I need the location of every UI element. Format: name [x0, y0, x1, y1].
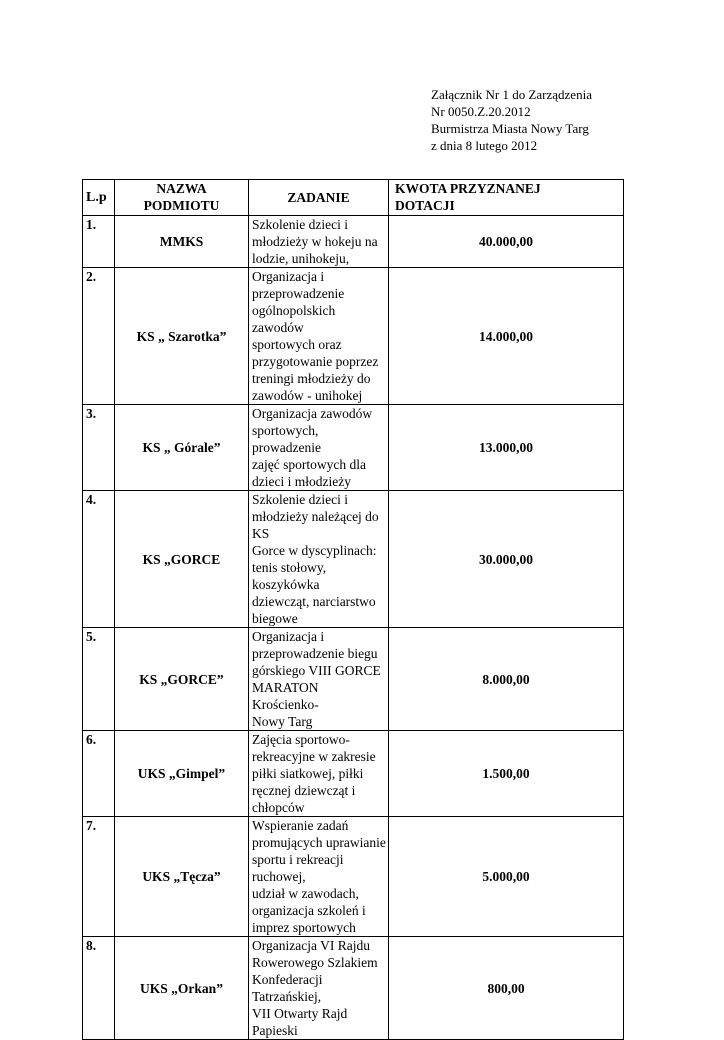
- task-line: Gorce w dyscyplinach:: [252, 543, 377, 558]
- task-line: górskiego VIII GORCE: [252, 663, 381, 678]
- task-line: zawodów - unihokej: [252, 388, 363, 403]
- grants-table: [82, 179, 624, 1040]
- task-description: [249, 491, 389, 628]
- table-header-row: [83, 180, 624, 216]
- table-row: [83, 731, 624, 817]
- grant-amount: 30.000,00: [389, 491, 624, 628]
- table-row: [83, 268, 624, 405]
- task-line: lodzie, unihokeju,: [252, 251, 350, 266]
- task-line: sportu i rekreacji ruchowej,: [252, 852, 344, 884]
- task-line: młodzieży należącej do KS: [252, 509, 379, 541]
- row-number: 6.: [83, 731, 115, 817]
- task-line: przygotowanie poprzez: [252, 354, 379, 369]
- table-row: [83, 817, 624, 937]
- table-row: [83, 937, 624, 1040]
- task-line: biegowe: [252, 611, 298, 626]
- entity-name: UKS „Gimpel”: [115, 731, 249, 817]
- grant-amount: 13.000,00: [389, 405, 624, 491]
- task-line: Nowy Targ: [252, 714, 313, 729]
- task-description: [249, 216, 389, 268]
- row-number: 3.: [83, 405, 115, 491]
- entity-name: MMKS: [115, 216, 249, 268]
- task-description: [249, 268, 389, 405]
- table-row: [83, 405, 624, 491]
- grant-amount: 1.500,00: [389, 731, 624, 817]
- task-line: promujących uprawianie: [252, 835, 386, 850]
- task-line: Organizacja i: [252, 269, 325, 284]
- row-number: 4.: [83, 491, 115, 628]
- grant-amount: 5.000,00: [389, 817, 624, 937]
- row-number: 7.: [83, 817, 115, 937]
- task-line: piłki siatkowej, piłki: [252, 766, 364, 781]
- task-line: Rowerowego Szlakiem: [252, 955, 378, 970]
- entity-name: KS „ Górale”: [115, 405, 249, 491]
- task-description: [249, 405, 389, 491]
- task-line: MARATON Krościenko-: [252, 680, 319, 712]
- task-line: Organizacja VI Rajdu: [252, 938, 370, 953]
- task-line: rekreacyjne w zakresie: [252, 749, 376, 764]
- table-row: [83, 216, 624, 268]
- header-line-3: Burmistrza Miasta Nowy Targ: [431, 121, 589, 136]
- header-name-line2: PODMIOTU: [143, 198, 220, 213]
- header-amount-line2: DOTACJI: [395, 198, 455, 213]
- task-line: dzieci i młodzieży: [252, 474, 351, 489]
- task-line: Organizacja zawodów: [252, 406, 373, 421]
- table-row: [83, 628, 624, 731]
- task-line: chłopców: [252, 800, 305, 815]
- table-row: [83, 491, 624, 628]
- row-number: 2.: [83, 268, 115, 405]
- entity-name: KS „ Szarotka”: [115, 268, 249, 405]
- attachment-header: [431, 86, 711, 154]
- header-line-4: z dnia 8 lutego 2012: [431, 138, 538, 153]
- task-line: ręcznej dziewcząt i: [252, 783, 356, 798]
- task-line: przeprowadzenie: [252, 286, 345, 301]
- task-line: przeprowadzenie biegu: [252, 646, 378, 661]
- header-amount: [389, 180, 624, 216]
- task-line: Organizacja i: [252, 629, 325, 644]
- task-line: VII Otwarty Rajd Papieski: [252, 1006, 348, 1038]
- task-line: ogólnopolskich zawodów: [252, 303, 336, 335]
- entity-name: UKS „Orkan”: [115, 937, 249, 1040]
- row-number: 1.: [83, 216, 115, 268]
- header-line-2: Nr 0050.Z.20.2012: [431, 104, 531, 119]
- header-amount-line1: KWOTA PRZYZNANEJ: [395, 181, 541, 196]
- entity-name: KS „GORCE”: [115, 628, 249, 731]
- task-line: młodzieży w hokeju na: [252, 234, 378, 249]
- grant-amount: 40.000,00: [389, 216, 624, 268]
- task-line: sportowych oraz: [252, 337, 342, 352]
- header-line-1: Załącznik Nr 1 do Zarządzenia: [431, 87, 592, 102]
- header-task: ZADANIE: [249, 180, 389, 216]
- task-line: Wspieranie zadań: [252, 818, 349, 833]
- task-line: imprez sportowych: [252, 920, 356, 935]
- entity-name: UKS „Tęcza”: [115, 817, 249, 937]
- task-line: Konfederacji Tatrzańskiej,: [252, 972, 323, 1004]
- grant-amount: 8.000,00: [389, 628, 624, 731]
- task-line: organizacja szkoleń i: [252, 903, 366, 918]
- task-line: Zajęcia sportowo-: [252, 732, 350, 747]
- task-line: treningi młodzieży do: [252, 371, 371, 386]
- task-line: udział w zawodach,: [252, 886, 359, 901]
- task-line: tenis stołowy, koszykówka: [252, 560, 327, 592]
- task-line: dziewcząt, narciarstwo: [252, 594, 376, 609]
- task-line: Szkolenie dzieci i: [252, 492, 348, 507]
- task-description: [249, 937, 389, 1040]
- task-description: [249, 731, 389, 817]
- row-number: 8.: [83, 937, 115, 1040]
- header-name: [115, 180, 249, 216]
- header-name-line1: NAZWA: [156, 181, 207, 196]
- table-body: [83, 216, 624, 1040]
- header-lp: L.p: [83, 180, 115, 216]
- row-number: 5.: [83, 628, 115, 731]
- task-description: [249, 817, 389, 937]
- grant-amount: 800,00: [389, 937, 624, 1040]
- task-description: [249, 628, 389, 731]
- grant-amount: 14.000,00: [389, 268, 624, 405]
- entity-name: KS „GORCE: [115, 491, 249, 628]
- task-line: zajęć sportowych dla: [252, 457, 366, 472]
- task-line: sportowych, prowadzenie: [252, 423, 321, 455]
- task-line: Szkolenie dzieci i: [252, 217, 348, 232]
